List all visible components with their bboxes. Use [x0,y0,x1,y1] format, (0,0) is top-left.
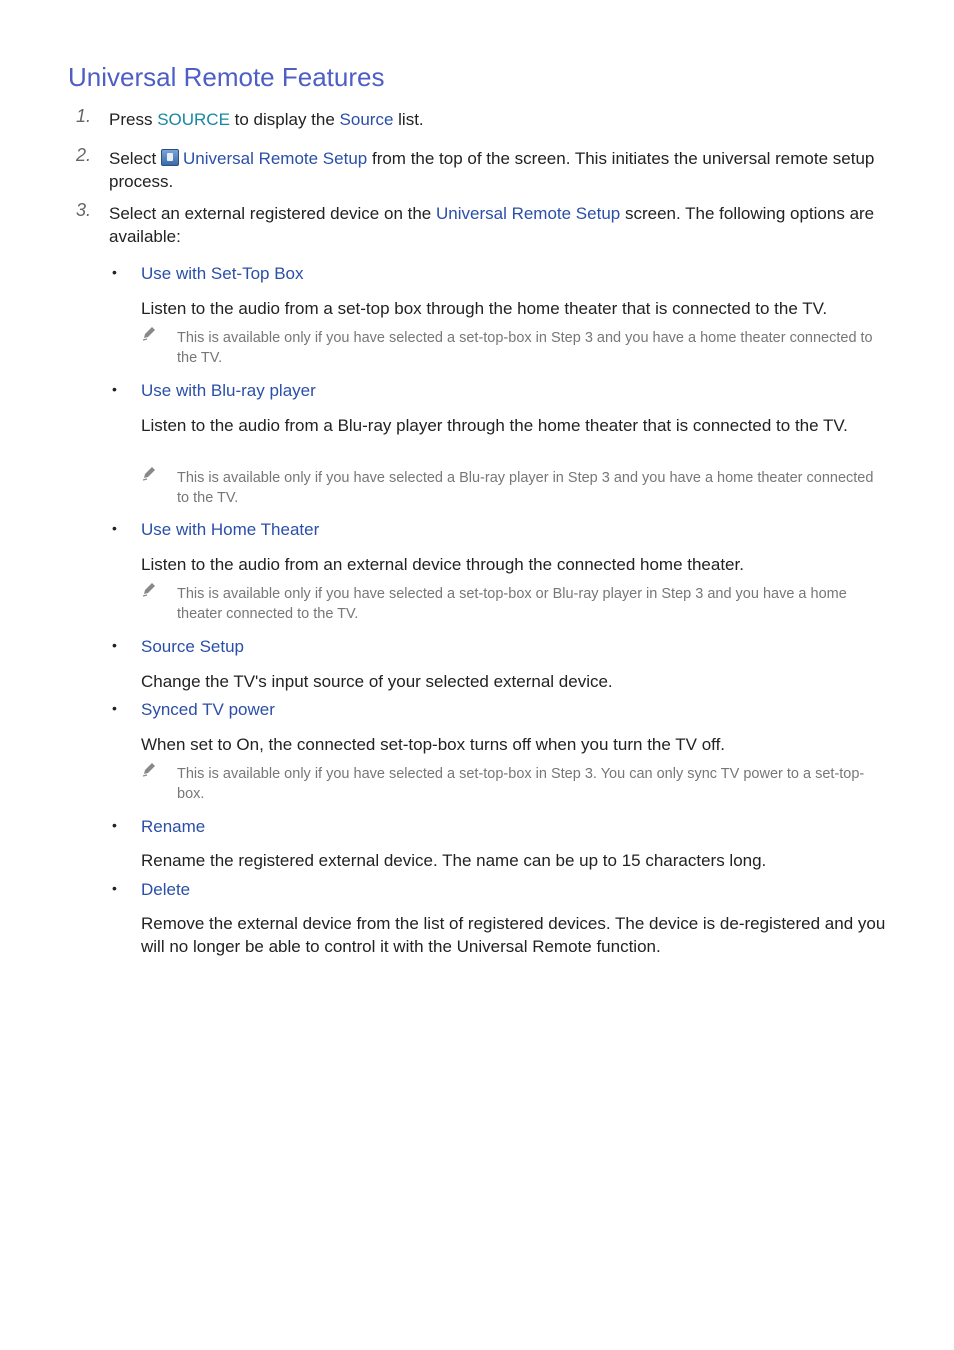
option-name: Use with Blu-ray player [141,381,316,400]
option-description: Listen to the audio from a Blu-ray player through the home theater that is connected to the TV. [141,416,848,435]
step-2 [76,147,886,193]
option-name: Delete [141,880,191,899]
option-name: Synced TV power [141,700,275,719]
option-note: This is available only if you have selected a set-top-box in Step 3. You can only sync TV power to a set-top-box. [141,764,886,804]
step-number: 2. [76,145,92,165]
pencil-note-icon [141,761,157,777]
source-list-label: Source [339,110,394,129]
universal-remote-setup-label: Universal Remote Setup [435,204,621,223]
option-note: This is available only if you have selected a set-top-box in Step 3 and you have a home theater connected to the TV. [141,328,886,368]
option-description: Remove the external device from the list of registered devices. The device is de-registered and you will no longer be able to control it with the Universal Remote function. [141,914,886,956]
universal-remote-setup-label: Universal Remote Setup [182,149,368,168]
pencil-note-icon [141,465,157,481]
source-key-label: SOURCE [157,110,230,129]
step-text: Select an external registered device on the Universal Remote Setup screen. The following options are available: [109,204,875,246]
step-number: 3. [76,200,92,220]
bullet: • [112,880,117,896]
option-name: Source Setup [141,637,245,656]
universal-remote-setup-icon [161,149,179,166]
bullet: • [112,817,117,833]
bullet: • [112,381,117,397]
pencil-note-icon [141,581,157,597]
option-description: Listen to the audio from a set-top box through the home theater that is connected to the TV. [141,299,828,318]
step-3 [76,202,886,248]
page-title: Universal Remote Features [68,62,385,92]
option-description: When set to On, the connected set-top-box turns off when you turn the TV off. [141,735,726,754]
option-description: Rename the registered external device. The name can be up to 15 characters long. [141,851,767,870]
option-name: Use with Home Theater [141,520,320,539]
bullet: • [112,700,117,716]
option-name: Use with Set-Top Box [141,264,304,283]
pencil-note-icon [141,325,157,341]
step-text: Press SOURCE to display the Source list. [109,110,424,129]
option-note: This is available only if you have selected a set-top-box or Blu-ray player in Step 3 and you have a home theater connected to the TV. [141,584,886,624]
option-description: Change the TV's input source of your selected external device. [141,672,613,691]
bullet: • [112,264,117,280]
option-note: This is available only if you have selected a Blu-ray player in Step 3 and you have a home theater connected to the TV. [141,468,886,508]
option-description: Listen to the audio from an external device through the connected home theater. [141,555,744,574]
step-1 [76,108,886,131]
bullet: • [112,520,117,536]
option-name: Rename [141,817,206,836]
step-text: Select Universal Remote Setup from the top of the screen. This initiates the universal remote setup process. [109,149,875,191]
bullet: • [112,637,117,653]
step-number: 1. [76,106,92,126]
